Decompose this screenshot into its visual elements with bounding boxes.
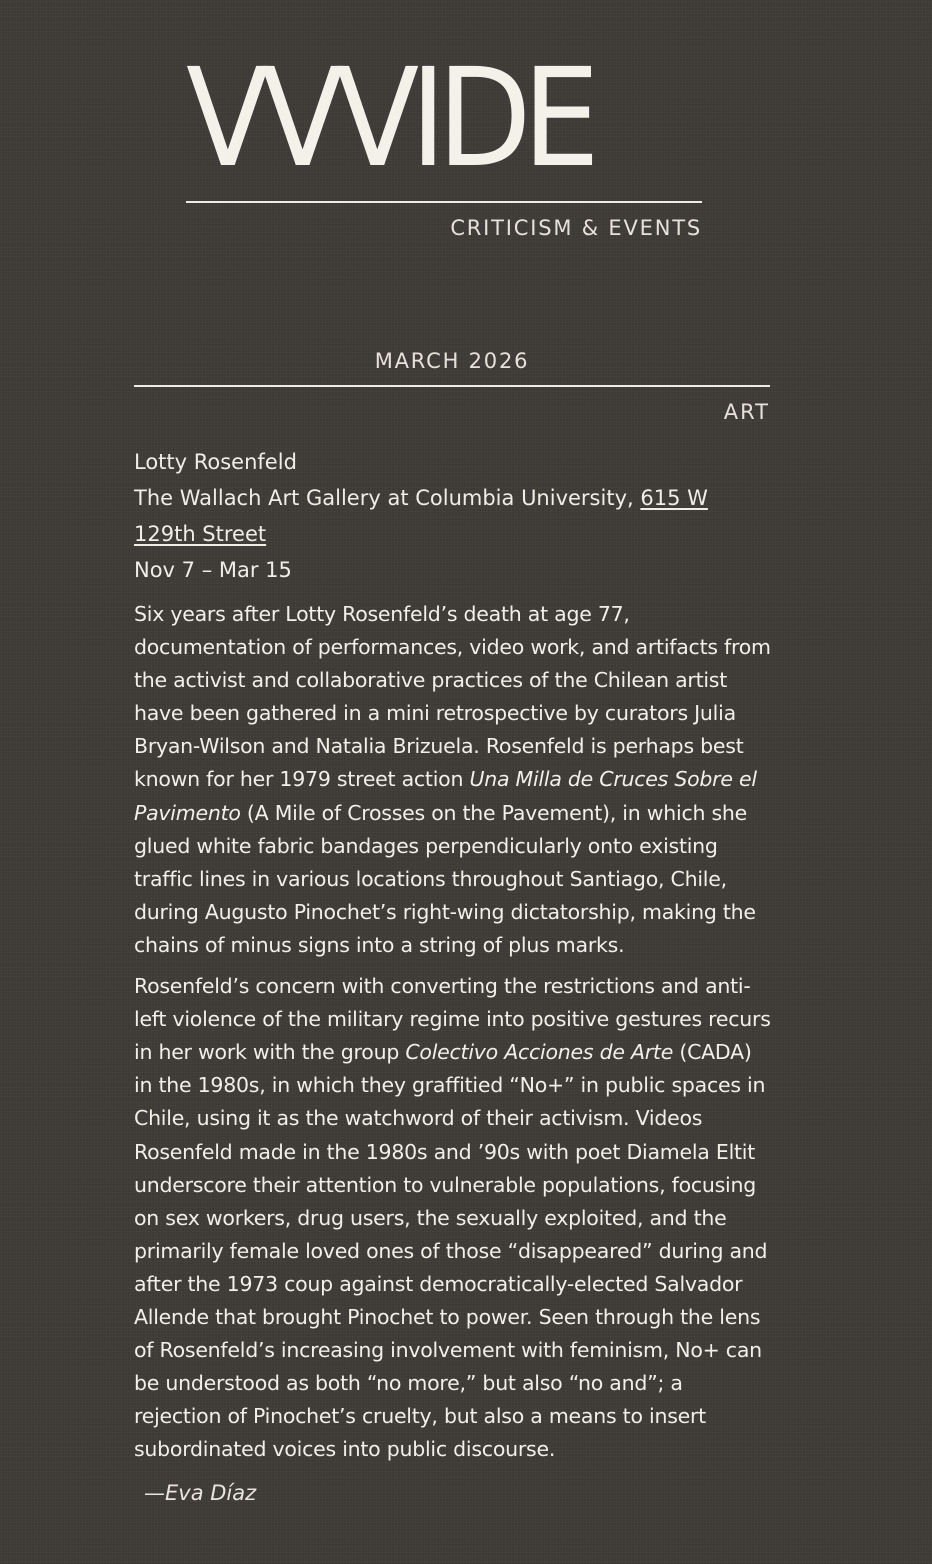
article-dates: Nov 7 – Mar 15: [134, 558, 292, 582]
group-name: Colectivo Acciones de Arte: [405, 1040, 674, 1065]
section-label: ART: [723, 400, 770, 424]
issue-divider: [134, 385, 770, 387]
paragraph-2-text-b: (CADA) in the 1980s, in which they graffitied “No+” in public spaces in Chile, using it as the watchword of their activism. Videos Rosenfeld made in the 1980s and ’90s with poet Diamela Eltit underscore their attention to vulnerable populations, focusing on sex workers, drug users, the sexually exploited, and the primarily female loved ones of those “disappeared” during and after the 1973 coup against democratically-elected Salvador Allende that brought Pinochet to power. Seen through the lens of Rosenfeld’s increasing involvement with feminism, No+ can be understood as both “no more,” but also “no and”; a rejection of Pinochet’s cruelty, but also a means to insert subordinated voices into public discourse.: [134, 1040, 768, 1462]
paragraph-2-text-a: Rosenfeld’s concern with converting the restrictions and anti-left violence of the military regime into positive gestures recurs in her work with the group: [134, 974, 771, 1065]
issue-date: MARCH 2026: [374, 349, 530, 373]
article-title: Lotty Rosenfeld: [134, 450, 297, 474]
issue-header: [134, 346, 770, 424]
site-logo[interactable]: VVVIDE: [186, 40, 591, 198]
masthead: [186, 40, 702, 240]
paragraph-1-text-b: (A Mile of Crosses on the Pavement), in which she glued white fabric bandages perpendicularly onto existing traffic lines in various locations throughout Santiago, Chile, during Augusto Pinochet’s right-wing dictatorship, making the chains of minus signs into a string of plus marks.: [134, 800, 756, 957]
artwork-title: Una Milla de Cruces Sobre el Pavimento: [134, 767, 757, 825]
venue-address-link[interactable]: 615 W 129th Street: [134, 486, 708, 546]
article-paragraph-1: [134, 598, 774, 962]
article-paragraph-2: [134, 970, 774, 1466]
article: [134, 444, 774, 1508]
logo-divider: [186, 201, 702, 203]
article-venue: [134, 480, 774, 552]
site-tagline: CRITICISM & EVENTS: [450, 216, 702, 240]
paragraph-1-text-a: Six years after Lotty Rosenfeld’s death at age 77, documentation of performances, video work, and artifacts from the activist and collaborative practices of the Chilean artist have been gathered in a mini retrospective by curators Julia Bryan-Wilson and Natalia Brizuela. Rosenfeld is perhaps best known for her 1979 street action: [134, 602, 771, 792]
venue-name: The Wallach Art Gallery at Columbia University,: [134, 486, 641, 510]
author-byline: —Eva Díaz: [144, 1481, 257, 1506]
